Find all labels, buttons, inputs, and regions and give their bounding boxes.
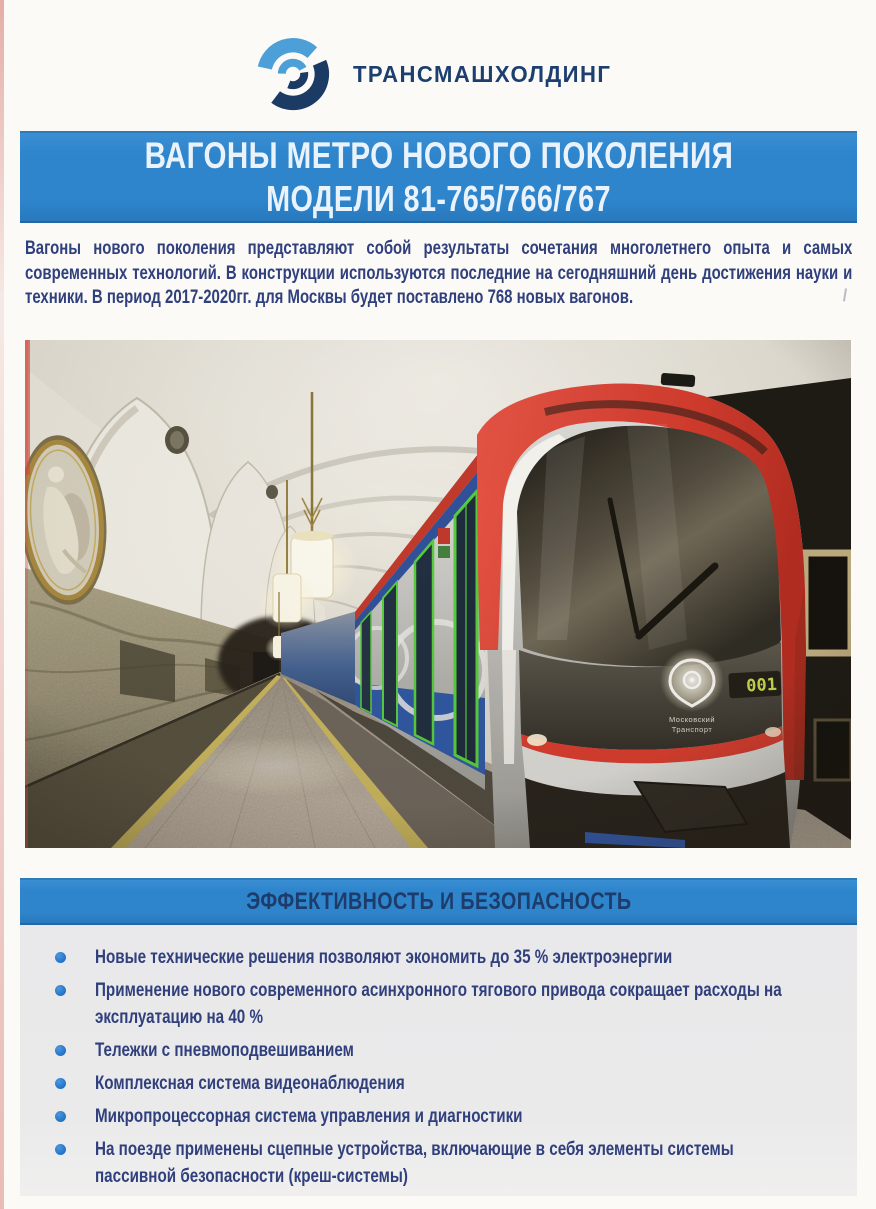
efficiency-banner [20, 878, 857, 925]
bullet-item [37, 1103, 847, 1130]
bullet-dot-icon [55, 952, 66, 963]
bullet-dot-icon [55, 1078, 66, 1089]
title-banner [20, 131, 857, 223]
bullet-item [37, 1136, 847, 1190]
efficiency-bullet-list [37, 944, 847, 1196]
bullet-text: Тележки с пневмоподвешиванием [95, 1039, 354, 1061]
bullet-dot-icon [55, 1144, 66, 1155]
photo-vignette [25, 340, 851, 848]
bullet-item [37, 944, 847, 971]
bullet-dot-icon [55, 985, 66, 996]
bullet-text: Новые технические решения позволяют экономить до 35 % электроэнергии [95, 946, 673, 968]
intro-paragraph: Вагоны нового поколения представляют собой результаты сочетания многолетнего опыта и самых современных технологий. В конструкции используются последние на сегодняшний день достижения науки и техники. В период 2017-2020гг. для Москвы будет поставлено 768 новых вагонов. [25, 237, 853, 308]
transmashholding-logo-icon [253, 34, 333, 114]
bullet-item [37, 1070, 847, 1097]
station-scene [25, 340, 851, 848]
bullet-text: Применение нового современного асинхронного тягового привода сокращает расходы на эксплуатацию на 40 % [95, 979, 782, 1028]
title-line-2: МОДЕЛИ 81-765/766/767 [266, 177, 611, 219]
bullet-text: На поезде применены сцепные устройства, включающие в себя элементы системы пассивной безопасности (креш-системы) [95, 1138, 734, 1187]
bullet-dot-icon [55, 1045, 66, 1056]
header-logo [0, 34, 876, 114]
scan-edge-artifact [0, 0, 4, 1209]
bullet-text: Микропроцессорная система управления и диагностики [95, 1105, 523, 1127]
bullet-dot-icon [55, 1111, 66, 1122]
efficiency-heading: ЭФФЕКТИВНОСТЬ И БЕЗОПАСНОСТЬ [245, 887, 632, 915]
bullet-item [37, 1037, 847, 1064]
bullet-text: Комплексная система видеонаблюдения [95, 1072, 405, 1094]
transmashholding-wordmark: ТРАНСМАШХОЛДИНГ [353, 60, 612, 87]
metro-train-photo [25, 340, 851, 848]
bullet-item [37, 977, 847, 1031]
title-line-1: ВАГОНЫ МЕТРО НОВОГО ПОКОЛЕНИЯ [144, 134, 733, 176]
